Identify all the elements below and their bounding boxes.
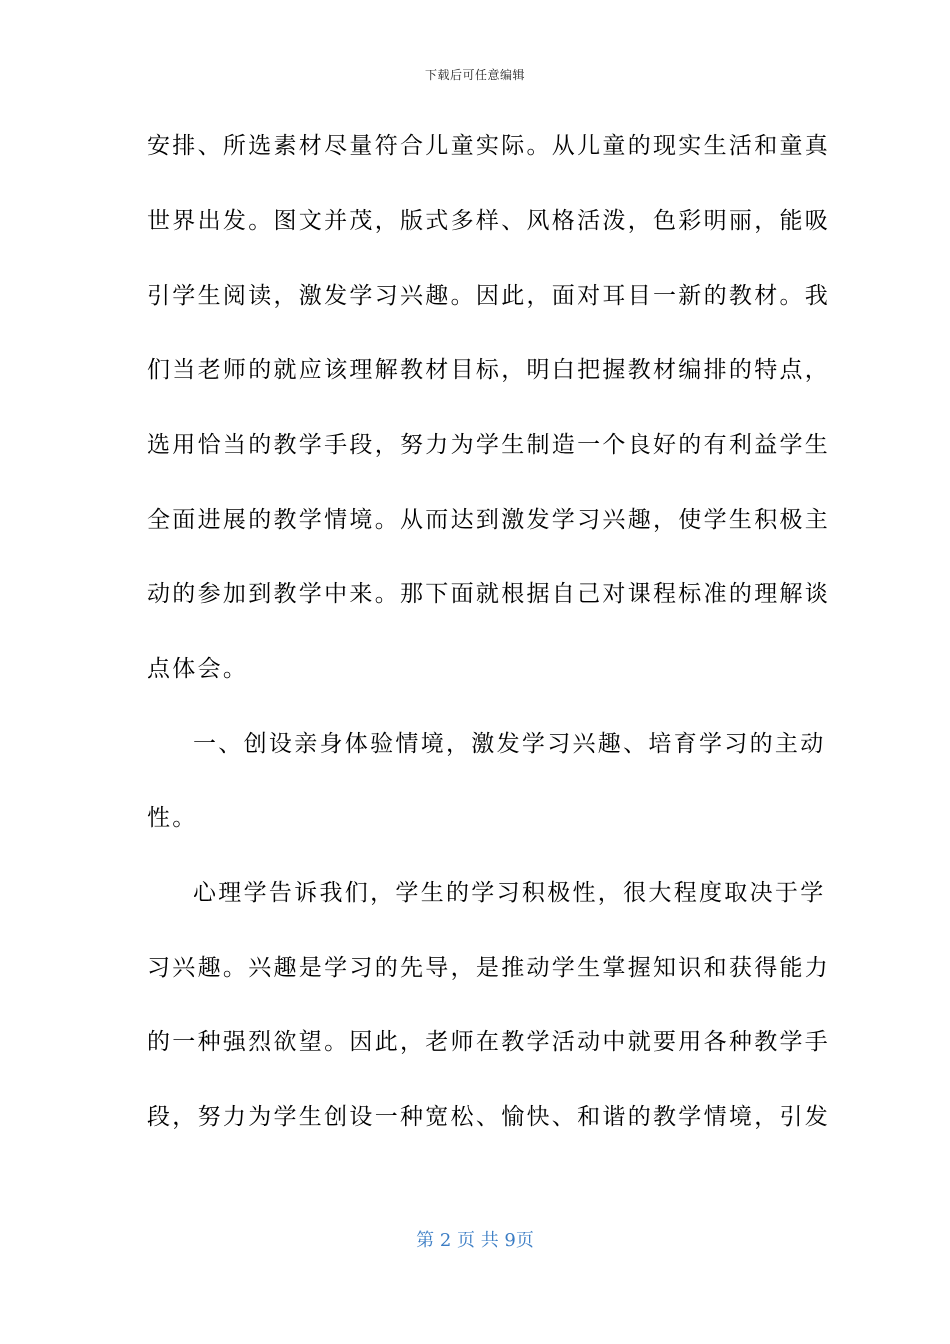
text-line: 动的参加到教学中来。那下面就根据自己对课程标准的理解谈 [147,581,831,607]
text-line: 安排、所选素材尽量符合儿童实际。从儿童的现实生活和童真 [147,133,831,159]
page-number: 第 2 页 共 9页 [416,1230,534,1251]
text-line: 选用恰当的教学手段，努力为学生制造一个良好的有利益学生 [147,432,831,458]
text-line: 段，努力为学生创设一种宽松、愉快、和谐的教学情境，引发 [147,1104,831,1130]
text-line: 全面进展的教学情境。从而达到激发学习兴趣，使学生积极主 [147,507,831,533]
text-line: 心理学告诉我们，学生的学习积极性，很大程度取决于学 [193,880,826,906]
text-line: 世界出发。图文并茂，版式多样、风格活泼，色彩明丽，能吸 [147,208,831,234]
text-line: 习兴趣。兴趣是学习的先导，是推动学生掌握知识和获得能力 [147,955,831,981]
text-line: 的一种强烈欲望。因此，老师在教学活动中就要用各种教学手 [147,1029,831,1055]
section-heading: 一、创设亲身体验情境，激发学习兴趣、培育学习的主动 [193,731,826,757]
text-line: 点体会。 [147,656,249,682]
download-note: 下载后可任意编辑 [424,68,525,82]
text-line: 性。 [147,805,198,831]
text-line: 们当老师的就应该理解教材目标，明白把握教材编排的特点， [147,357,831,383]
text-line: 引学生阅读，激发学习兴趣。因此，面对耳目一新的教材。我 [147,283,831,309]
